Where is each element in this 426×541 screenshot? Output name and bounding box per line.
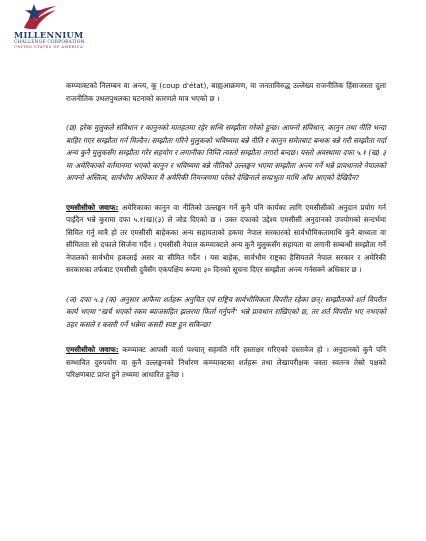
answer-text: अमेरिकाका कानुन वा नीतिको उल्लङ्घन गर्ने कुनै पनि कार्यका लागि एमसीसीको अनुदान प्रयोग गर्न पाईंदैन भन्ने कुरामा दफा ५.१(ख)(३) ले जोड दिएको छ । उक्त दफाको उद्देश्य एमसीसी अनुदानको उपयोगको सन्दर्भमा सिमित गर्नु मात्रै हो तर एमसीसी बाहेकका अन्य सहायताको हकमा नेपाल सरकारको सार्वभौमिकतामाथि कुनै बाध्यता वा सीमितता सो दफाले सिर्जना गर्दैन । एमसीसी नेपाल कम्प्याक्टले अन्य कुनै मुलुकसँग सहायता वा लगानी सम्बन्धी सम्झौता गर्ने नेपालको सार्वभौम हकलाई असर वा सीमित गर्दैन । यस बाहेक, सार्वभौम राष्ट्रका हैसियतले नेपाल सरकार र अमेरिकी सरकारका तर्फबाट एमसीसी दुवैसँग एकपक्षिय रूपमा ३० दिनको सूचना दिएर सम्झौता अन्त्य गर्नसक्ने अधिकार छ । xyxy=(66,202,386,274)
logo-name: MILLENNIUM xyxy=(14,30,84,40)
question-ja: (ज) दफा ५.३ (क) अनुसार आफैमा शर्तहरू अनुचित एवं राष्ट्रिय सार्वभौमिकता विपरीत रहेका छन्। सम्झौताको शर्त विपरीत कार्य भएमा "खर्च भएको रकम ब्याजसहित झलरमा फिर्ता गर्नुपर्ने" भन्ने प्रावधान राखिएको छ, तर शर्त विपरीत भए नभएको ठहर कसले र कसरी गर्ने भन्नेमा कसरी स्पष्ट हुन सकिन्छ? xyxy=(66,294,386,329)
answer-paragraph-1 xyxy=(66,202,386,277)
question-chha: (छ) हरेक मुलुकले संविधान र कानुनको मातहतमा रहेर सन्धि सम्झौता गरेको हुन्छ। आफ्नो संविधान, कानुन तथा नीति भन्दा बाहिर गएर सम्झौता गर्न मिल्दैन। सम्झौता गरिने मुलुकको भविष्यमा बन्ने नीति र कानुन समेतबाट बन्धक बन्ने गरी सम्झौता गर्दा अन्य कुनै मुलुकसँग सम्झौता गरेर सहयोग र लगानीका निम्ति त्यस्तो सम्झौता तगारो बन्दछ। यस्तो अवस्थामा दफा ५.१ (ख) ३ मा अमेरिकाको वर्तमानमा भएको कानुन र भविष्यमा बन्ने नीतिको उल्लङ्घन भएमा सम्झौता अन्त्य गर्ने भन्ने प्रावधानले नेपालको आफ्नो अस्तित्व, सार्वभौम अधिकार मै अमेरिकी नियन्त्रणमा परेको देखिनाले सम्प्रभुता माथि आँच आएको देखिदैन? xyxy=(66,123,386,182)
document-body xyxy=(66,80,386,382)
star-flag-icon xyxy=(22,2,58,30)
mcc-logo xyxy=(14,2,94,50)
logo-country: UNITED STATES OF AMERICA xyxy=(14,45,84,49)
answer-text: कम्प्याक्ट आपसी वार्ता पश्चात् सहमति गरि हस्ताक्षर गरिएको दस्तावेज हो । अनुदानको कुनै पनि सम्भावित दुरुपयोग वा कुनै उल्लङ्घनको निर्धारण कम्प्याक्टका शर्तहरू तथा लेखापरीक्षक जस्ता स्वतन्त्र तेस्रो पक्षको परिक्षणबाट प्राप्त हुने तथ्यमा आधारित हुनेछ । xyxy=(66,345,386,379)
answer-lead-label: एमसीसीको जवाफ: xyxy=(66,345,119,354)
answer-lead-label: एमसीसीको जवाफ: xyxy=(66,202,119,212)
intro-paragraph: कम्प्याक्टको निलम्बन वा अन्त्य, कू (coup d'état), बाह्यआक्रमण, वा जनताविरुद्ध उल्लेख्य राजनीतिक हिंसाजस्ता दूला राजनीतिक उथलपुथलका घटनाको कारणले मात्र भएको छ । xyxy=(66,81,386,103)
answer-paragraph-2 xyxy=(66,344,386,382)
logo-subtitle: CHALLENGE CORPORATION xyxy=(14,40,85,45)
